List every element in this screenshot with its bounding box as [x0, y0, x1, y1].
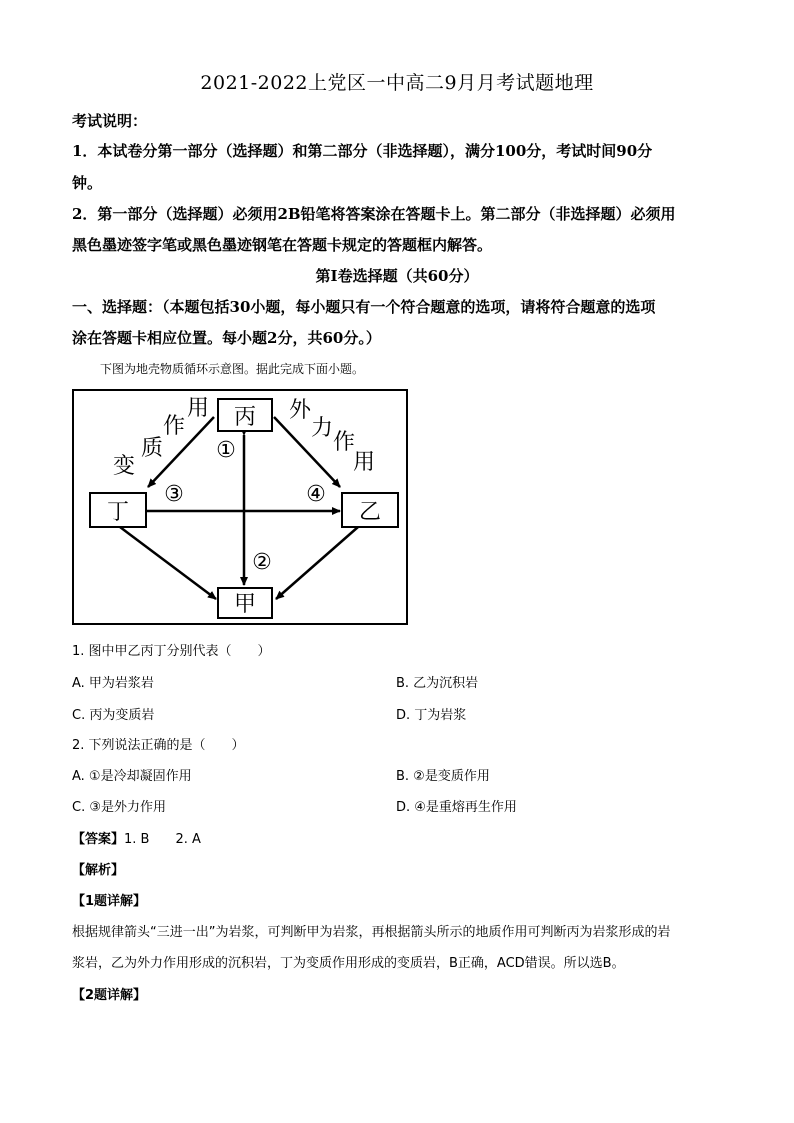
- left-process-char-2: 质: [140, 436, 164, 461]
- rock-cycle-diagram: [72, 389, 408, 625]
- left-process-char-1: 变: [112, 454, 136, 479]
- detail-2-label: 【2题详解】: [72, 988, 147, 1003]
- label-2: ②: [252, 550, 272, 575]
- question-1-option-b: B. 乙为沉积岩: [396, 676, 479, 691]
- question-2-option-d: D. ④是重熔再生作用: [396, 800, 517, 815]
- question-2-option-b: B. ②是变质作用: [396, 769, 490, 784]
- figure-caption: 下图为地壳物质循环示意图。据此完成下面小题。: [100, 362, 365, 376]
- question-2-option-c: C. ③是外力作用: [72, 800, 166, 815]
- answer-line: [72, 828, 201, 847]
- right-process-char-1: 外: [288, 398, 312, 423]
- right-process-char-2: 力: [310, 416, 334, 441]
- left-process-char-3: 作: [162, 414, 186, 439]
- analysis-label: 【解析】: [72, 863, 125, 878]
- right-process-char-4: 用: [352, 450, 376, 475]
- question-2-option-a: A. ①是冷却凝固作用: [72, 769, 192, 784]
- label-3: ③: [164, 482, 184, 507]
- instruction-1-line-2: 钟。: [72, 174, 103, 192]
- question-1-option-d: D. 丁为岩浆: [396, 708, 467, 723]
- answer-text: 1. B 2. A: [124, 832, 201, 847]
- instructions-heading: 考试说明：: [72, 112, 148, 130]
- instruction-2-line-2: 黑色墨迹签字笔或黑色墨迹钢笔在答题卡规定的答题框内解答。: [72, 236, 493, 254]
- label-1: ①: [216, 438, 236, 463]
- section-title: 第Ⅰ卷选择题（共60分）: [315, 267, 479, 285]
- detail-1-label: 【1题详解】: [72, 894, 147, 909]
- box-jia-label: 甲: [233, 592, 257, 617]
- box-bing-label: 丙: [233, 405, 257, 430]
- arrow-ding-to-jia: [120, 527, 216, 599]
- label-4: ④: [306, 482, 326, 507]
- instruction-1-line-1: 1．本试卷分第一部分（选择题）和第二部分（非选择题），满分100分，考试时间90分: [72, 142, 653, 160]
- right-process-char-3: 作: [332, 430, 356, 455]
- detail-1-line-1: 根据规律箭头“三进一出”为岩浆，可判断甲为岩浆，再根据箭头所示的地质作用可判断丙为岩浆形成的岩: [72, 925, 671, 940]
- page-title: 2021-2022上党区一中高二9月月考试题地理: [200, 72, 594, 94]
- arrow-yi-to-jia: [276, 527, 358, 599]
- question-1-stem: 1. 图中甲乙丙丁分别代表（ ）: [72, 644, 271, 659]
- question-1-option-a: A. 甲为岩浆岩: [72, 676, 154, 691]
- question-2-stem: 2. 下列说法正确的是（ ）: [72, 738, 245, 753]
- box-yi-label: 乙: [358, 500, 382, 525]
- detail-1-line-2: 浆岩，乙为外力作用形成的沉积岩，丁为变质作用形成的变质岩，B正确，ACD错误。所以选B。: [72, 956, 625, 971]
- box-ding-label: 丁: [106, 500, 130, 525]
- part1-line-2: 涂在答题卡相应位置。每小题2分，共60分。）: [72, 329, 381, 347]
- instruction-2-line-1: 2．第一部分（选择题）必须用2B铅笔将答案涂在答题卡上。第二部分（非选择题）必须用: [72, 205, 676, 223]
- left-process-char-4: 用: [186, 396, 210, 421]
- part1-line-1: 一、选择题：（本题包括30小题，每小题只有一个符合题意的选项，请将符合题意的选项: [72, 298, 656, 316]
- question-1-option-c: C. 丙为变质岩: [72, 708, 155, 723]
- answer-label: 【答案】: [72, 832, 125, 847]
